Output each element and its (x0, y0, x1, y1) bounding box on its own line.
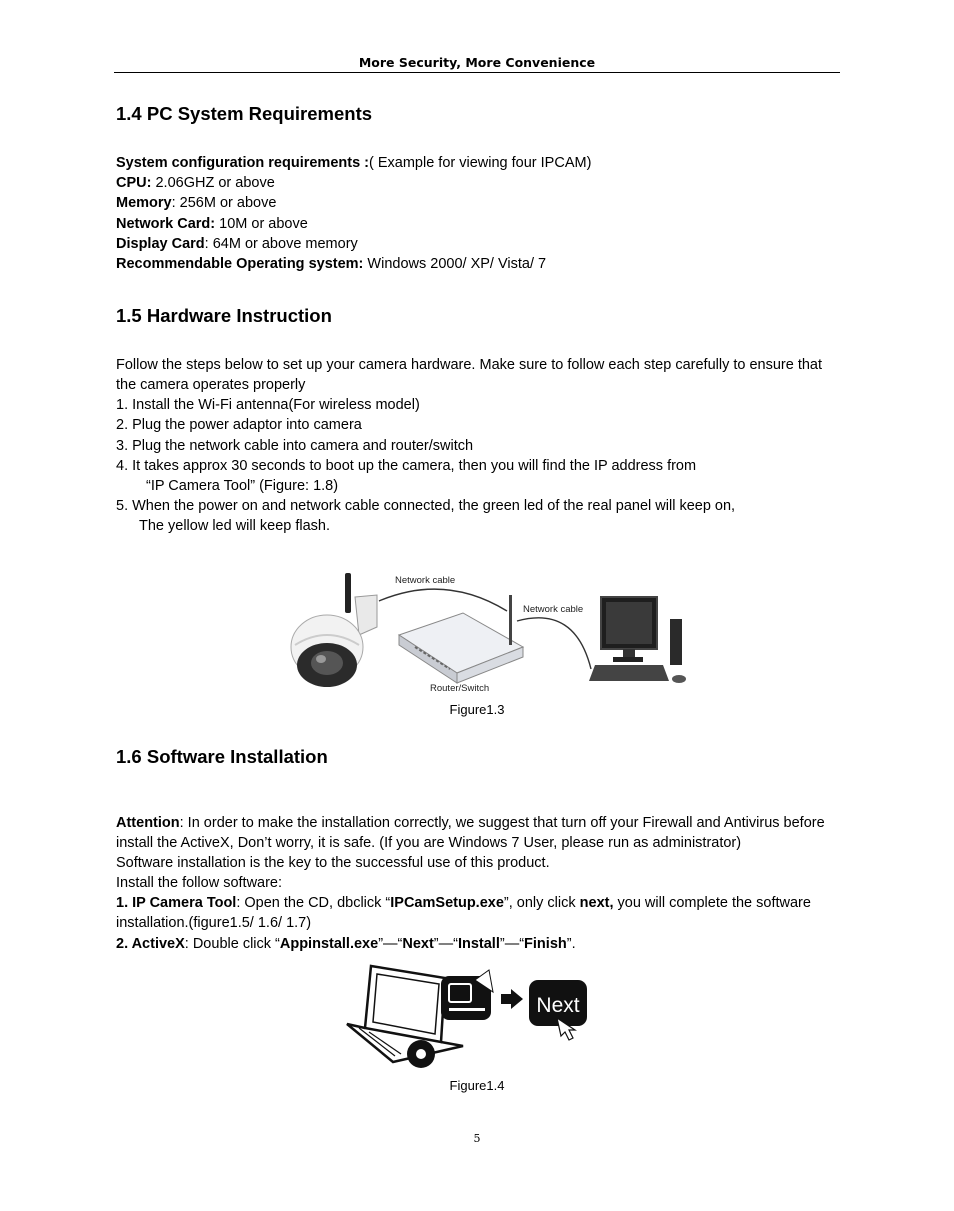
network-cable-label-1: Network cable (395, 575, 456, 586)
heading-1-5: 1.5 Hardware Instruction (116, 305, 332, 326)
item1-bold-2: next, (579, 895, 614, 911)
sysreq-config-label: System configuration requirements : (116, 155, 369, 171)
hw-step-3: 3. Plug the network cable into camera and router/switch (116, 438, 474, 454)
hw-step-1: 1. Install the Wi-Fi antenna(For wireless model) (116, 397, 420, 413)
running-header: More Security, More Convenience (358, 55, 596, 70)
hw-step-2: 2. Plug the power adaptor into camera (116, 417, 362, 433)
software-install-illustration (345, 962, 595, 1072)
attention-text-1: : In order to make the installation correctly, we suggest that turn off your Firewall and Antivirus before (179, 815, 825, 831)
sysreq-display-value: : 64M or above memory (204, 236, 358, 252)
item2-text-2: ”—“ (378, 936, 403, 952)
router-switch-icon (399, 595, 523, 683)
item1-text-1: : Open the CD, dbclick “ (236, 895, 391, 911)
install-item-1-cont: installation.(figure1.5/ 1.6/ 1.7) (116, 915, 312, 931)
cd-disc-icon (407, 1040, 435, 1068)
heading-1-6: 1.6 Software Installation (116, 746, 328, 767)
sysreq-memory-value: : 256M or above (171, 195, 277, 211)
install-follow-line: Install the follow software: (116, 875, 283, 891)
sysreq-config-line (116, 155, 591, 171)
sysreq-memory-line (116, 195, 276, 211)
sysreq-display-label: Display Card (116, 236, 205, 252)
item1-text-2: ”, only click (503, 895, 580, 911)
sysreq-memory-label: Memory (116, 195, 172, 211)
sysreq-cpu-label: CPU: (116, 175, 152, 191)
item2-bold-1: Appinstall.exe (279, 936, 379, 952)
network-cable-line-2 (517, 618, 591, 669)
sysreq-network-label: Network Card: (116, 216, 216, 232)
next-button-graphic (529, 980, 587, 1040)
arrow-right-icon (501, 989, 523, 1009)
page-number: 5 (473, 1132, 481, 1145)
hw-intro-line-1: Follow the steps below to set up your camera hardware. Make sure to follow each step carefully to ensure that (116, 357, 823, 373)
sysreq-cpu-value: 2.06GHZ or above (151, 175, 275, 191)
figure-1-4-caption: Figure1.4 (449, 1078, 505, 1093)
hw-step-5: 5. When the power on and network cable connected, the green led of the real panel will keep on, (116, 498, 736, 514)
network-cable-label-2: Network cable (523, 604, 584, 615)
item2-label: 2. ActiveX (116, 936, 185, 952)
attention-label: Attention (116, 815, 180, 831)
sysreq-display-line (116, 236, 358, 252)
ip-camera-icon (291, 615, 363, 687)
item2-text-4: ”—“ (499, 936, 525, 952)
item2-text-5: ”. (566, 936, 576, 952)
attention-line-2: install the ActiveX, Don’t worry, it is safe. (If you are Windows 7 User, please run as administrator) (116, 835, 742, 851)
hw-step-5-cont: The yellow led will keep flash. (139, 518, 331, 534)
attention-line-1 (116, 815, 825, 831)
install-item-1-line (116, 895, 811, 911)
sysreq-network-value: 10M or above (215, 216, 308, 232)
software-key-line: Software installation is the key to the successful use of this product. (116, 855, 550, 871)
figure-1-3-caption: Figure1.3 (449, 702, 505, 717)
item1-text-3: you will complete the software (613, 895, 811, 911)
heading-1-4: 1.4 PC System Requirements (116, 103, 373, 124)
item2-bold-3: Install (457, 936, 500, 952)
sysreq-config-value: ( Example for viewing four IPCAM) (369, 155, 592, 171)
header-rule (114, 72, 840, 73)
sysreq-os-value: Windows 2000/ XP/ Vista/ 7 (363, 256, 547, 272)
item2-bold-4: Finish (524, 936, 567, 952)
hardware-setup-illustration (285, 565, 695, 697)
hw-intro-line-2: the camera operates properly (116, 377, 306, 393)
installer-file-icon (441, 970, 493, 1020)
item1-label: 1. IP Camera Tool (116, 895, 237, 911)
install-item-2-line (116, 936, 576, 952)
item2-bold-2: Next (402, 936, 434, 952)
item2-text-3: ”—“ (433, 936, 458, 952)
sysreq-os-line (116, 256, 546, 272)
item1-bold-1: IPCamSetup.exe (390, 895, 504, 911)
hw-step-4: 4. It takes approx 30 seconds to boot up the camera, then you will find the IP address from (116, 458, 697, 474)
sysreq-os-label: Recommendable Operating system: (116, 256, 364, 272)
camera-antenna-icon (345, 573, 351, 613)
network-cable-line-1 (379, 589, 507, 611)
desktop-computer-icon (589, 597, 686, 683)
camera-bracket-icon (355, 595, 377, 635)
sysreq-cpu-line (116, 175, 275, 191)
item2-text-1: : Double click “ (184, 936, 280, 952)
sysreq-network-line (116, 216, 308, 232)
hw-step-4-cont: “IP Camera Tool” (Figure: 1.8) (146, 478, 339, 494)
router-switch-label: Router/Switch (430, 683, 490, 694)
next-button-label: Next (536, 994, 580, 1017)
